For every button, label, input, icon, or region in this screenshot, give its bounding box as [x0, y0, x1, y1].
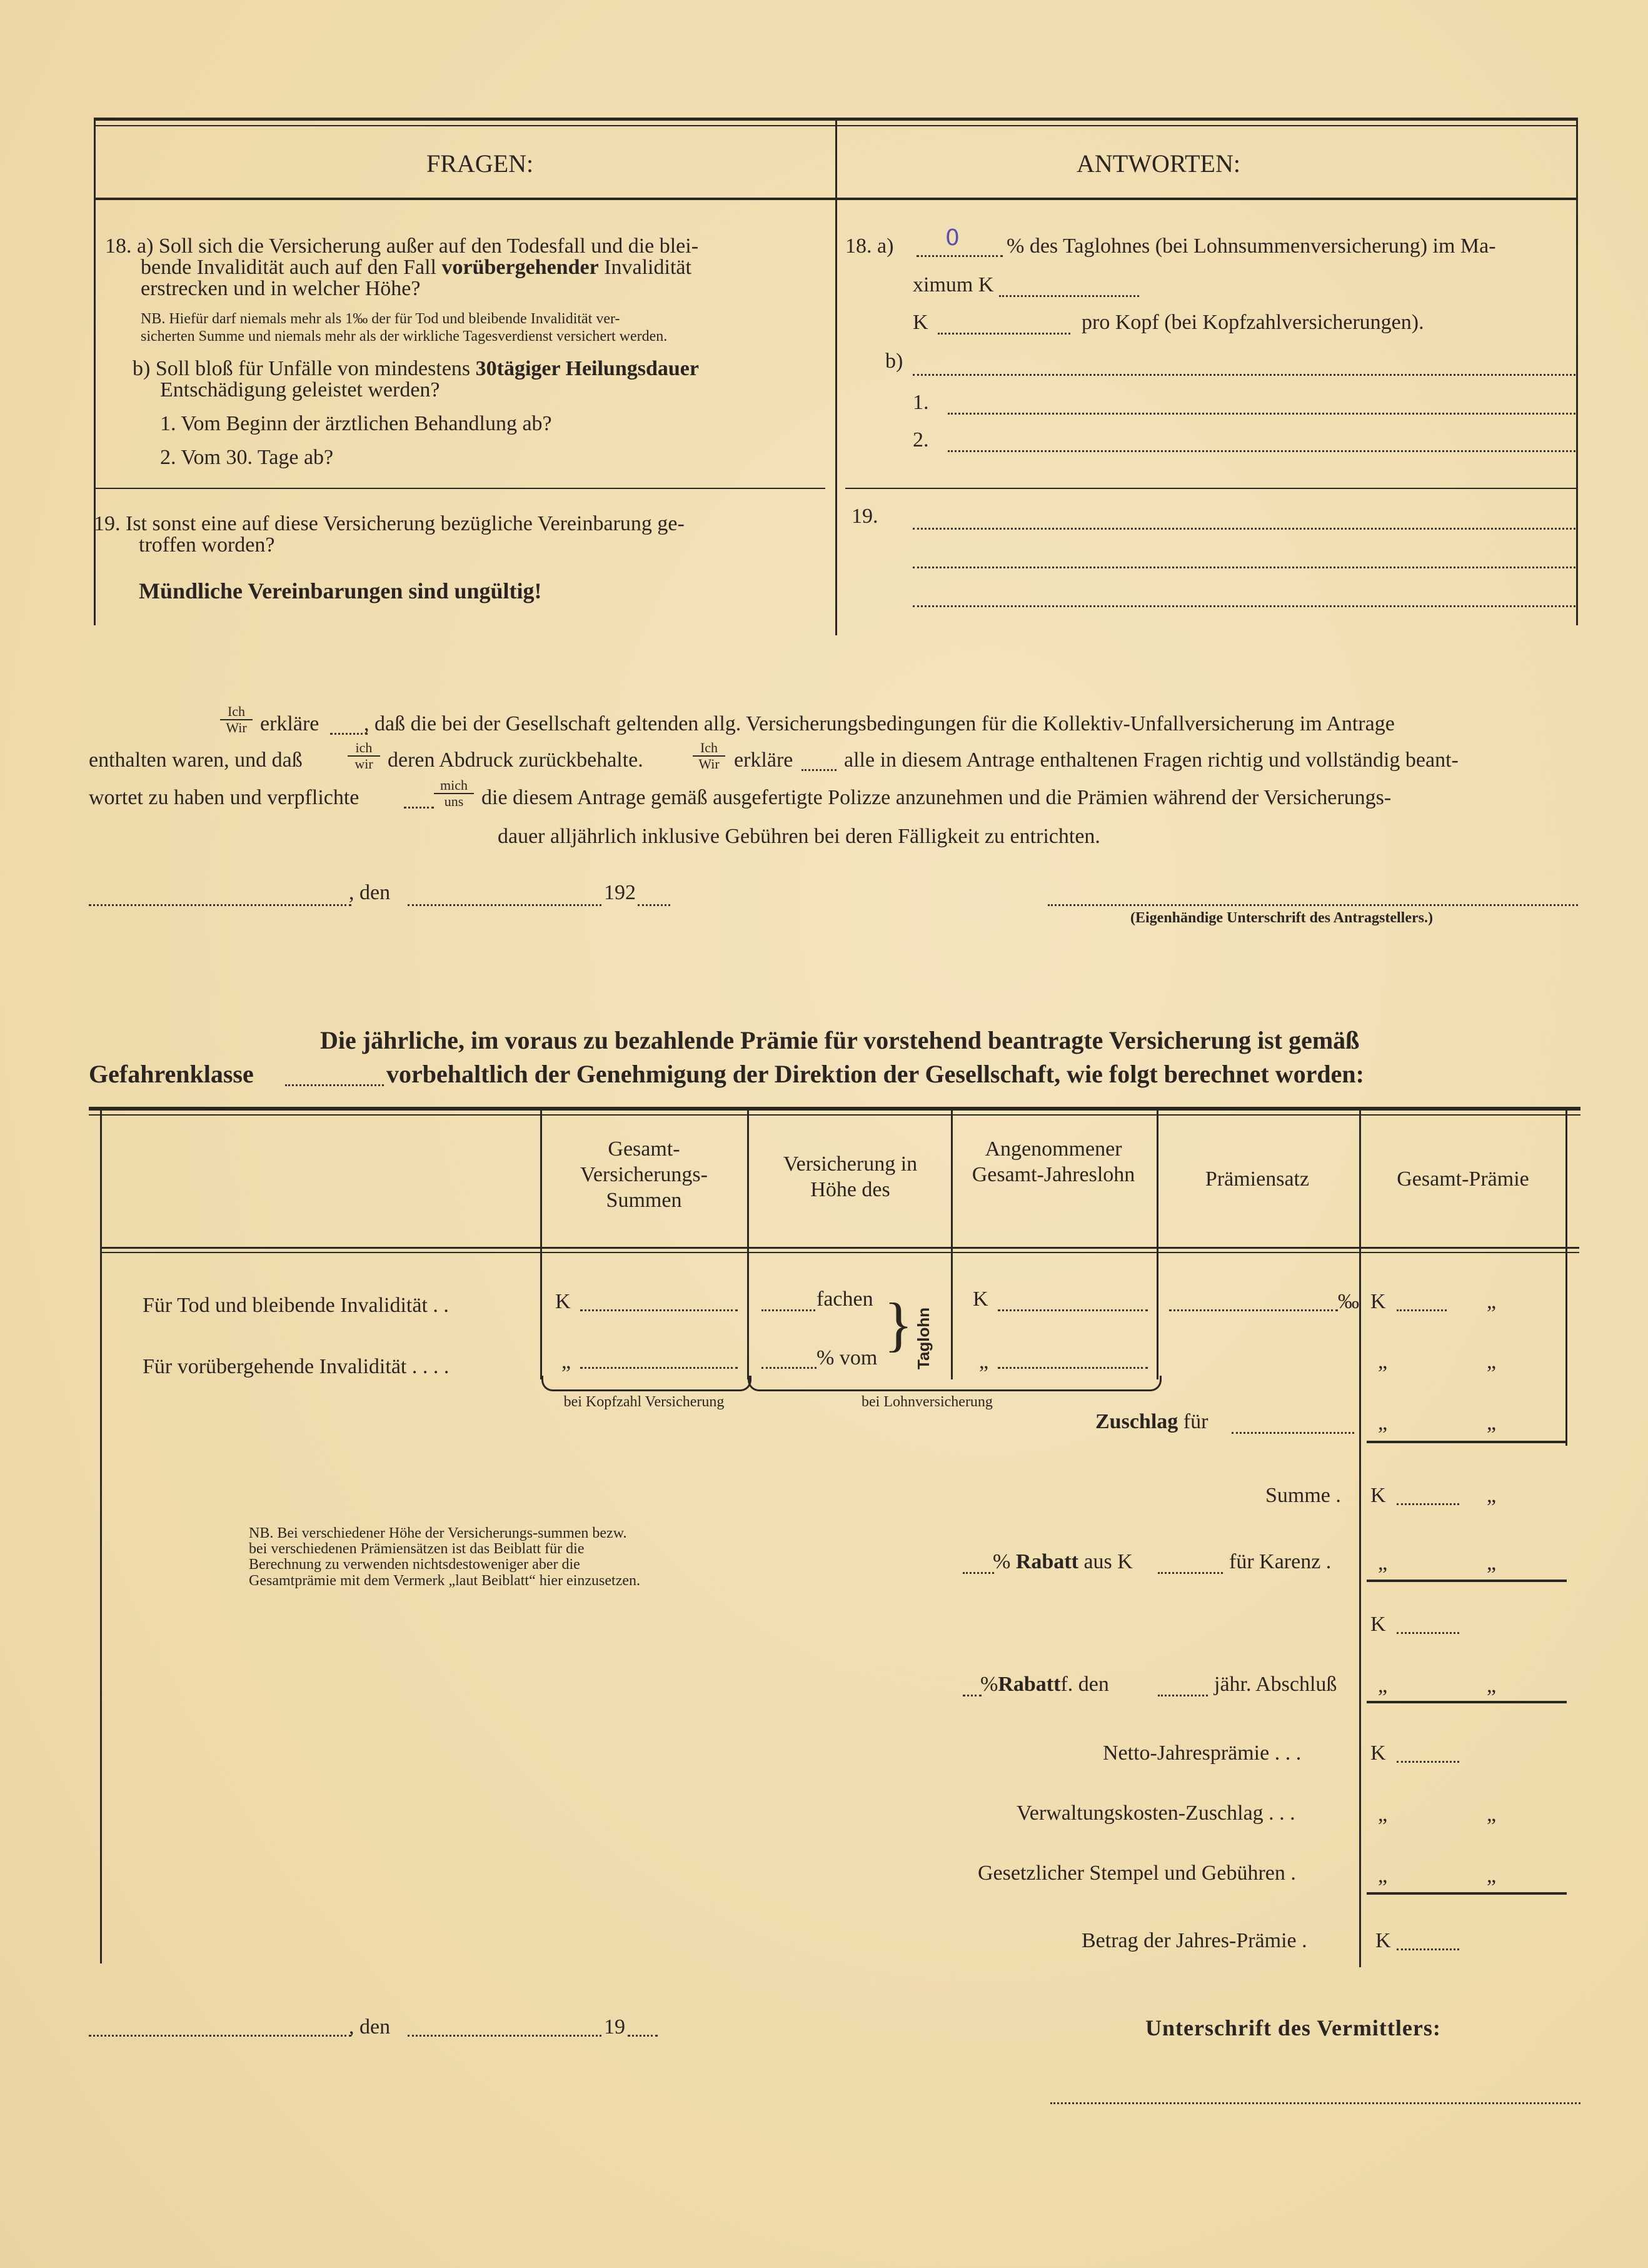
betrag-label: Betrag der Jahres-Prämie . [1082, 1929, 1307, 1952]
zuschlag-quote-a: „ [1378, 1411, 1388, 1434]
a19-field-1[interactable] [913, 528, 1575, 530]
place-field-2[interactable] [89, 2035, 351, 2037]
col-header-jahreslohn: Angenommener Gesamt-Jahreslohn [972, 1137, 1135, 1186]
frac-ich-wir-3 [693, 740, 725, 772]
row1-k-praemie: K [1370, 1290, 1386, 1313]
zuschlag-quote-b: „ [1487, 1411, 1497, 1434]
betrag-field[interactable] [1397, 1948, 1459, 1950]
q18-divider-right [845, 488, 1578, 489]
decl-text-4: alle in diesem Antrage enthaltenen Fragen richtig und vollständig beant- [844, 748, 1459, 772]
a18-label-2: 2. [913, 428, 929, 451]
premium-gefahrenklasse: Gefahrenklasse [89, 1060, 254, 1088]
bei-kopfzahl-caption: bei Kopfzahl Versicherung [563, 1394, 725, 1410]
q19-line2: troffen worden? [139, 533, 275, 557]
zuschlag-fuer: für [1183, 1410, 1208, 1433]
decl-blank-2[interactable] [801, 769, 837, 771]
verwaltung-quote-a: „ [1378, 1803, 1388, 1826]
netto-label: Netto-Jahresprämie . . . [1103, 1741, 1302, 1765]
row-tod-label: Für Tod und bleibende Invalidität . . [143, 1294, 449, 1317]
frac-mich-uns [434, 778, 474, 809]
netto-field[interactable] [1397, 1761, 1459, 1763]
vermittler-signature-field[interactable] [1050, 2102, 1580, 2104]
q18-nb-line2: sicherten Summe und niemals mehr als der wirkliche Tagesverdienst versichert werden. [141, 328, 668, 345]
col-header-hoehe: Versicherung in Höhe des [783, 1152, 918, 1201]
rabatt2-line [980, 1672, 1109, 1698]
stempel-quote-a: „ [1378, 1864, 1388, 1887]
rabatt1-line [993, 1550, 1133, 1575]
decl-erklaere-1: erkläre [260, 712, 319, 735]
frac-wir: Wir [226, 720, 247, 736]
q18-a-line3: erstrecken und in welcher Höhe? [141, 277, 421, 300]
nb-note: NB. Bei verschiedener Höhe der Versicherungs-summen bezw. bei verschiedenen Prämiensätzen ist das Beiblatt für die Berechnung zu verwenden nichtsdestoweniger aber die Gesamtprämie mit dem Vermerk „laut Beiblatt“ hier einzusetzen. [249, 1525, 640, 1589]
rabatt2-pct-field[interactable] [963, 1695, 982, 1696]
frac-ich-wir-2 [348, 740, 380, 772]
row2-quote-lohn: „ [979, 1350, 989, 1373]
q18-a-bold: vorübergehender [441, 256, 599, 279]
decl-text-1: , daß die bei der Gesellschaft geltenden allg. Versicherungsbedingungen für die Kollektiv-Unfallversicherung im Antrage [364, 712, 1395, 735]
col-header-praemiensatz: Prämiensatz [1205, 1167, 1310, 1191]
q18-option-1: 1. Vom Beginn der ärztlichen Behandlung ab? [160, 412, 552, 435]
a18-label-1: 1. [913, 391, 929, 414]
a18-handwritten-value: 0 [945, 225, 960, 251]
a18-opt1-field[interactable] [948, 413, 1575, 415]
row1-lohn-field[interactable] [998, 1309, 1148, 1311]
subtotal-field[interactable] [1397, 1632, 1459, 1634]
row1-fachen: fachen [816, 1288, 873, 1311]
ptable-header-divider-2 [100, 1252, 1579, 1253]
a19-label: 19. [852, 505, 878, 528]
premium-table-top [89, 1107, 1580, 1111]
zuschlag-field[interactable] [1232, 1432, 1354, 1434]
ptable-col3-rule [951, 1111, 953, 1379]
gefahrenklasse-field[interactable] [285, 1084, 384, 1086]
a18-label-b: b) [885, 350, 903, 373]
decl-erklaere-2: erkläre [734, 748, 793, 772]
q18-b-bold: 30tägiger Heilungsdauer [475, 357, 699, 380]
lohn-brace [748, 1376, 1162, 1391]
q18-a-line2-end: Invalidität [598, 256, 691, 279]
decl-text-5: wortet zu haben und verpflichte [89, 786, 359, 809]
q18-b-line2: Entschädigung geleistet werden? [160, 378, 440, 401]
a18-label-a: 18. a) [845, 234, 894, 258]
summe-label: Summe . [1265, 1484, 1341, 1507]
decl-text-2: enthalten waren, und daß [89, 748, 303, 772]
row1-brace: } [884, 1291, 913, 1358]
row2-lohn-field[interactable] [998, 1367, 1148, 1369]
date-field-2[interactable] [408, 2035, 601, 2037]
row2-quote-praemie-b: „ [1487, 1350, 1497, 1373]
zuschlag-label [1095, 1409, 1208, 1435]
rabatt2-pct: % [980, 1673, 998, 1696]
rabatt1-amount-field[interactable] [1158, 1572, 1223, 1574]
q18-a-line2-text: bende Invalidität auch auf den Fall [141, 256, 442, 279]
q18-divider-left [94, 488, 825, 489]
header-divider [94, 198, 1578, 200]
ptable-left-rule [100, 1111, 102, 1963]
a19-field-3[interactable] [913, 605, 1575, 607]
kopfzahl-brace [541, 1376, 751, 1391]
row2-quote-praemie-a: „ [1378, 1350, 1388, 1373]
frac-ich-2: Ich [693, 740, 725, 757]
row2-quote-summe: „ [561, 1350, 571, 1373]
sig1-den: , den [349, 881, 391, 904]
ptable-col4-rule [1157, 1111, 1158, 1379]
decl-text-7: dauer alljährlich inklusive Gebühren bei deren Fälligkeit zu entrichten. [498, 825, 1100, 848]
decl-text-3: deren Abdruck zurückbehalte. [388, 748, 643, 772]
a18-percent-field[interactable] [917, 255, 1003, 257]
summe-field[interactable] [1397, 1503, 1459, 1505]
year-field-2[interactable] [628, 2035, 658, 2037]
a18-opt2-field[interactable] [948, 450, 1575, 452]
rabatt1-pct-field[interactable] [963, 1572, 994, 1574]
decl-blank-3[interactable] [404, 807, 434, 809]
col-header-summen: Gesamt-Versicherungs-Summen [580, 1137, 708, 1212]
frac-wir-lower: wir [354, 756, 373, 772]
frac-wir-2: Wir [698, 756, 720, 772]
top-table-left-rule [94, 118, 96, 625]
date-field-1[interactable] [408, 904, 601, 906]
a18-k-label: K [913, 311, 928, 334]
sig2-year: 19 [604, 2015, 625, 2039]
frac-ich: Ich [220, 704, 253, 720]
premium-table-top-thin [89, 1114, 1580, 1116]
rabatt1-quote-b: „ [1487, 1551, 1497, 1575]
a18-b-field[interactable] [913, 374, 1575, 376]
rabatt2-quote-a: „ [1378, 1674, 1388, 1697]
frac-uns: uns [444, 794, 464, 810]
fragen-heading: FRAGEN: [426, 149, 534, 178]
summe-quote: „ [1487, 1484, 1497, 1507]
a18-text1: % des Taglohnes (bei Lohnsummenversicherung) im Ma- [1007, 234, 1496, 258]
q18-nb-line1: NB. Hiefür darf niemals mehr als 1‰ der für Tod und bleibende Invalidität ver- [141, 311, 620, 327]
zuschlag-rule [1367, 1441, 1567, 1443]
betrag-k: K [1375, 1929, 1391, 1952]
premium-line1: Die jährliche, im voraus zu bezahlende Prämie für vorstehend beantragte Versicherung ist gemäß [320, 1026, 1360, 1054]
antworten-heading: ANTWORTEN: [1077, 149, 1240, 178]
q19-warning: Mündliche Vereinbarungen sind ungültig! [139, 578, 542, 603]
stempel-label: Gesetzlicher Stempel und Gebühren . [978, 1862, 1296, 1885]
rabatt1-karenz: für Karenz . [1229, 1550, 1332, 1573]
decl-blank-1[interactable] [330, 733, 368, 735]
row1-permille: ‰ [1338, 1290, 1359, 1313]
ptable-header-divider [100, 1247, 1579, 1249]
top-table-mid-rule [835, 118, 837, 635]
premium-line2: vorbehaltlich der Genehmigung der Direktion der Gesellschaft, wie folgt berechnet worden: [386, 1060, 1364, 1088]
q18-b-text: b) Soll bloß für Unfälle von mindestens [133, 357, 476, 380]
col-header-gesamtpraemie: Gesamt-Prämie [1397, 1167, 1529, 1191]
row1-quote: „ [1487, 1290, 1497, 1313]
verwaltung-label: Verwaltungskosten-Zuschlag . . . [1017, 1802, 1295, 1825]
rabatt1-aus: aus [1083, 1550, 1112, 1573]
top-table-right-rule [1576, 118, 1578, 625]
rabatt1-bold: Rabatt [1015, 1550, 1078, 1573]
year-field-1[interactable] [638, 904, 670, 906]
zuschlag-text: Zuschlag [1095, 1410, 1178, 1433]
ptable-col5-rule [1359, 1111, 1361, 1967]
applicant-signature-caption: (Eigenhändige Unterschrift des Antragstellers.) [1130, 910, 1433, 926]
row2-summe-field[interactable] [580, 1367, 738, 1369]
verwaltung-quote-b: „ [1487, 1803, 1497, 1826]
taglohn-vertical-label: Taglohn [914, 1307, 933, 1369]
stempel-rule [1367, 1892, 1567, 1895]
q18-a-line1: 18. a) Soll sich die Versicherung außer auf den Todesfall und die blei- [105, 234, 699, 258]
rabatt2-quote-b: „ [1487, 1674, 1497, 1697]
sig2-den: , den [349, 2015, 391, 2039]
row1-k-summe: K [555, 1290, 571, 1313]
subtotal-k: K [1370, 1613, 1386, 1636]
ptable-col1-rule [540, 1111, 542, 1379]
row1-k-lohn: K [973, 1288, 988, 1311]
a19-field-2[interactable] [913, 567, 1575, 568]
summe-k: K [1370, 1484, 1386, 1507]
row1-satz-field[interactable] [1169, 1309, 1338, 1311]
sig1-year: 192 [604, 881, 636, 904]
place-field-1[interactable] [89, 904, 351, 906]
rabatt2-rule [1367, 1701, 1567, 1703]
rabatt2-years-field[interactable] [1158, 1695, 1208, 1696]
applicant-signature-field[interactable] [1048, 904, 1578, 906]
row2-pct-field[interactable] [761, 1367, 816, 1369]
a18-text2: ximum K [913, 273, 994, 296]
frac-ich-lower: ich [348, 740, 380, 757]
rabatt1-k: K [1117, 1550, 1133, 1573]
rabatt1-pct: % [993, 1550, 1011, 1573]
rabatt1-rule [1367, 1580, 1567, 1582]
row1-fachen-field[interactable] [761, 1309, 815, 1311]
ptable-right-rule [1565, 1111, 1567, 1446]
rabatt2-f: f. den [1060, 1673, 1109, 1696]
q18-option-2: 2. Vom 30. Tage ab? [160, 446, 334, 469]
row1-praemie-field[interactable] [1397, 1309, 1447, 1311]
decl-text-6: die diesem Antrage gemäß ausgefertigte Polizze anzunehmen und die Prämien während der Versicherungs- [481, 786, 1392, 809]
a18-maximum-field[interactable] [999, 295, 1139, 297]
stempel-quote-b: „ [1487, 1864, 1497, 1887]
row-voruebergehend-label: Für vorübergehende Invalidität . . . . [143, 1355, 450, 1378]
a18-per-head-field[interactable] [938, 333, 1070, 335]
rabatt2-abschluss: jähr. Abschluß [1214, 1673, 1337, 1696]
frac-ich-wir-1 [220, 704, 253, 735]
row2-pct-vom: % vom [816, 1346, 878, 1369]
rabatt2-bold: Rabatt [998, 1673, 1061, 1696]
bei-lohn-caption: bei Lohnversicherung [862, 1394, 993, 1410]
ptable-col2-rule [747, 1111, 749, 1379]
frac-mich: mich [434, 778, 474, 794]
q19-line1: 19. Ist sonst eine auf diese Versicherung bezügliche Vereinbarung ge- [94, 512, 685, 535]
row1-summe-field[interactable] [580, 1309, 738, 1311]
netto-k: K [1370, 1741, 1386, 1765]
a18-text3: pro Kopf (bei Kopfzahlversicherungen). [1082, 311, 1424, 334]
vermittler-label: Unterschrift des Vermittlers: [1145, 2015, 1441, 2040]
rabatt1-quote-a: „ [1378, 1551, 1388, 1575]
